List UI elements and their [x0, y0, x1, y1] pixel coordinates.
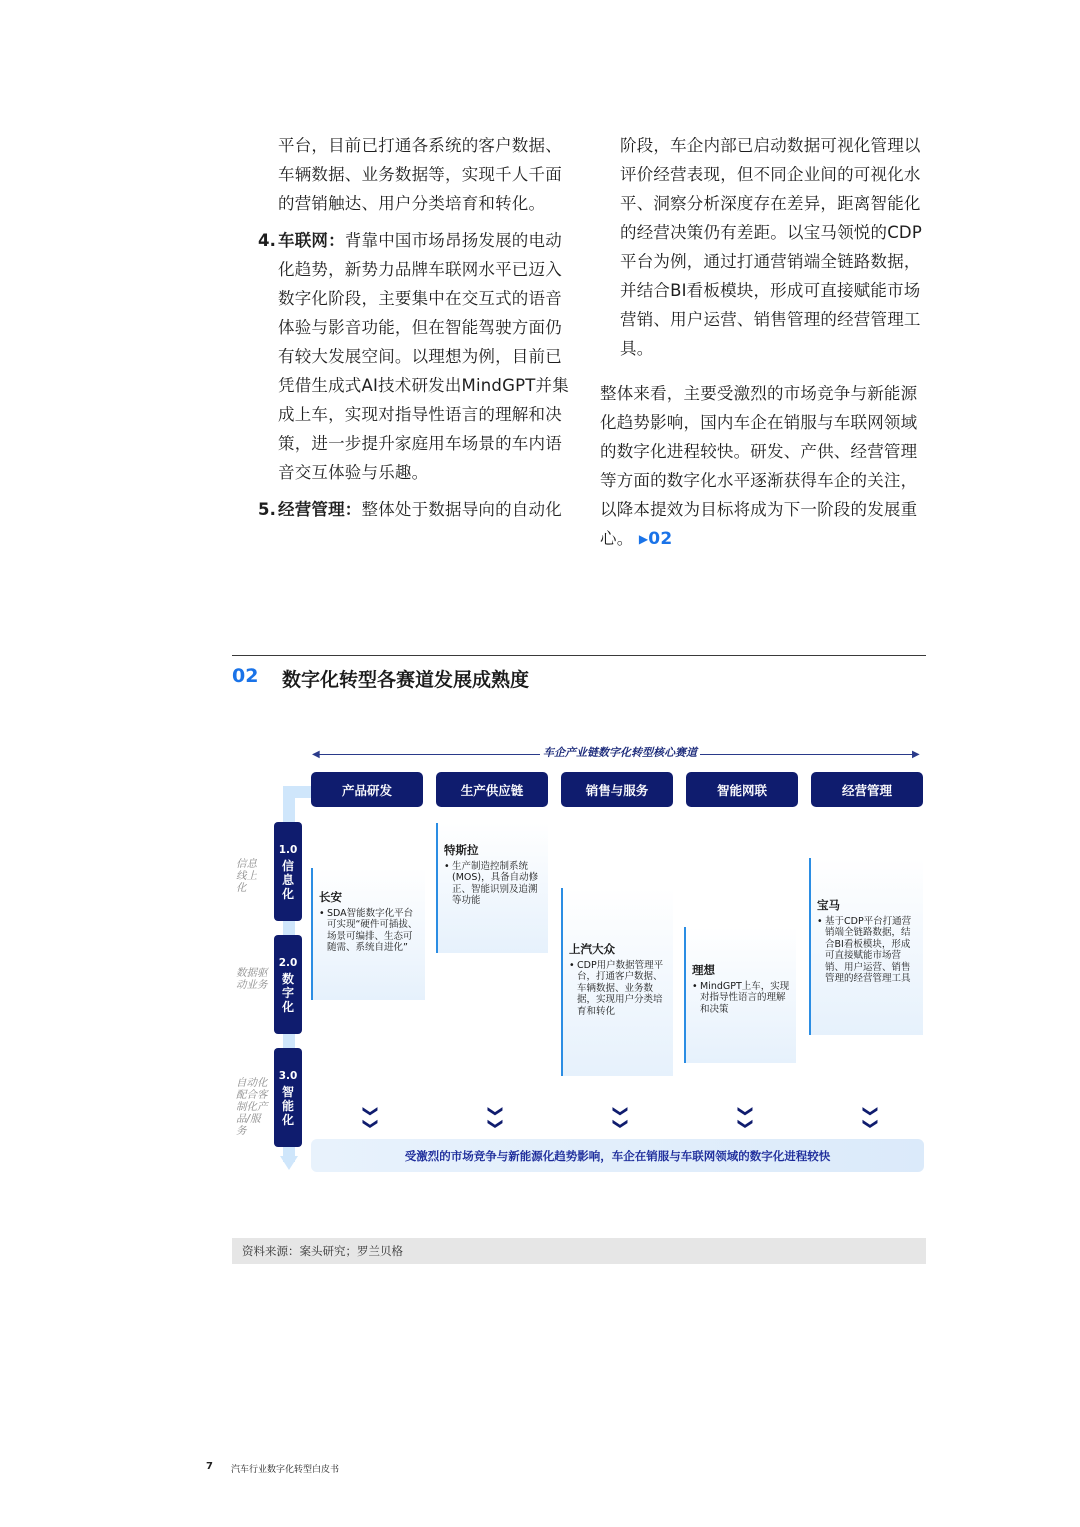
list-number: 5. — [258, 500, 277, 519]
core-arrow-line-right — [700, 754, 914, 755]
play-triangle-icon: ▶ — [638, 532, 649, 546]
stage-intelligentization — [274, 1048, 302, 1147]
paragraph-platform-cont: 平台，目前已打通各系统的客户数据、车辆数据、业务数据等，实现千人千面的营销触达、用户分类培育和转化。 — [278, 136, 562, 213]
text-column-right — [600, 131, 928, 555]
chevron-down-icon: ❯❯ — [612, 1104, 631, 1131]
list-item-title: 车联网： — [278, 231, 345, 250]
chevron-down-icon: ❯❯ — [737, 1104, 756, 1131]
paragraph-summary — [600, 379, 928, 555]
case-card-bmw — [809, 858, 923, 1035]
summary-text: 整体来看，主要受激烈的市场竞争与新能源化趋势影响，国内车企在销服与车联网领域的数字化进程较快。研发、产供、经营管理等方面的数字化水平逐渐获得车企的关注，以降本提效为目标将成为下一阶段的发展重心。 — [600, 384, 918, 548]
chevron-down-icon: ❯❯ — [362, 1104, 381, 1131]
core-arrow-line-left — [318, 754, 540, 755]
figure-reference-link[interactable] — [639, 529, 673, 549]
case-card-text: • SDA智能数字化平台可实现“硬件可插拔、场景可编排、生态可随需、系统自进化” — [319, 908, 421, 954]
case-card-company: 上汽大众 — [569, 942, 615, 956]
stage-side-label-2: 数据驱动业务 — [236, 967, 268, 991]
stage-side-label-3: 自动化配合客制化产品/服务 — [236, 1077, 268, 1137]
list-item-text: 背靠中国市场昂扬发展的电动化趋势，新势力品牌车联网水平已迈入数字化阶段，主要集中在交互式的语音体验与影音功能，但在智能驾驶方面仍有较大发展空间。以理想为例，目前已凭借生成式AI技术研发出MindGPT并集成上车，实现对指导性语言的理解和决策，进一步提升家庭用车场景的车内语音交互体验与乐趣。 — [278, 231, 569, 482]
arrow-left-icon: ◀ — [312, 749, 320, 760]
track-supply-chain: 生产供应链 — [436, 772, 548, 807]
chevron-down-icon: ❯❯ — [487, 1104, 506, 1131]
case-card-company: 理想 — [692, 963, 715, 977]
section-title: 数字化转型各赛道发展成熟度 — [282, 669, 530, 691]
case-card-text: • 基于CDP平台打通营销端全链路数据，结合BI看板模块，形成可直接赋能市场营销、用户运营、销售管理的经营管理工具 — [817, 916, 919, 985]
core-tracks-label: 车企产业链数字化转型核心赛道 — [540, 744, 700, 760]
stage-informatization — [274, 822, 302, 921]
track-connected-car: 智能网联 — [686, 772, 798, 807]
footer-title: 汽车行业数字化转型白皮书 — [231, 1465, 340, 1475]
card-accent-bar — [684, 927, 686, 1063]
stage-version: 3.0 — [278, 1069, 298, 1082]
list-item-title: 经营管理： — [278, 500, 362, 519]
track-sales-service: 销售与服务 — [561, 772, 673, 807]
track-operations: 经营管理 — [811, 772, 923, 807]
case-card-saic-vw — [561, 888, 673, 1076]
list-number: 4. — [258, 231, 277, 250]
case-card-li-auto — [684, 927, 796, 1063]
case-card-company: 宝马 — [817, 898, 840, 912]
case-card-tesla — [436, 823, 548, 953]
stage-digitalization — [274, 935, 302, 1034]
list-item-text: 整体处于数据导向的自动化 — [361, 500, 562, 519]
card-accent-bar — [436, 823, 438, 953]
list-item-connected-car — [258, 226, 570, 487]
source-note: 资料来源：案头研究；罗兰贝格 — [232, 1238, 926, 1264]
stage-name: 数字化 — [281, 971, 294, 1014]
rail-arrow-down-icon — [280, 1156, 298, 1170]
card-accent-bar — [809, 858, 811, 1035]
arrow-right-icon: ▶ — [912, 749, 920, 760]
case-card-company: 长安 — [319, 890, 342, 904]
stage-name: 信息化 — [281, 858, 294, 901]
case-card-text: • MindGPT上车，实现对指导性语言的理解和决策 — [692, 981, 792, 1016]
stage-side-label-1: 信息线上化 — [236, 858, 257, 894]
card-accent-bar — [561, 888, 563, 1076]
case-card-changan — [311, 868, 425, 1000]
figure-ref-number: 02 — [648, 529, 673, 549]
paragraph-operations-cont: 阶段，车企内部已启动数据可视化管理以评价经营表现，但不同企业间的可视化水平、洞察分析深度存在差异，距离智能化的经营决策仍有差距。以宝马领悦的CDP平台为例，通过打通营销端全链路数据，并结合BI看板模块，形成可直接赋能市场营销、用户运营、销售管理的经营管理工具。 — [620, 136, 922, 358]
track-product-rd: 产品研发 — [311, 772, 423, 807]
stage-version: 2.0 — [278, 956, 298, 969]
chevron-down-icon: ❯❯ — [862, 1104, 881, 1131]
section-divider — [232, 655, 926, 656]
card-accent-bar — [311, 868, 313, 1000]
case-card-text: • 生产制造控制系统(MOS)，具备自动修正、智能识别及追溯等功能 — [444, 861, 544, 907]
case-card-text: • CDP用户数据管理平台，打通客户数据、车辆数据、业务数据，实现用户分类培育和转化 — [569, 960, 669, 1018]
stage-version: 1.0 — [278, 843, 298, 856]
conclusion-banner: 受激烈的市场竞争与新能源化趋势影响，车企在销服与车联网领域的数字化进程较快 — [311, 1139, 924, 1172]
section-number: 02 — [232, 665, 259, 687]
stage-name: 智能化 — [281, 1084, 294, 1127]
case-card-company: 特斯拉 — [444, 843, 479, 857]
list-item-operations — [258, 495, 570, 524]
text-column-left — [258, 131, 570, 524]
page-number: 7 — [206, 1461, 213, 1472]
